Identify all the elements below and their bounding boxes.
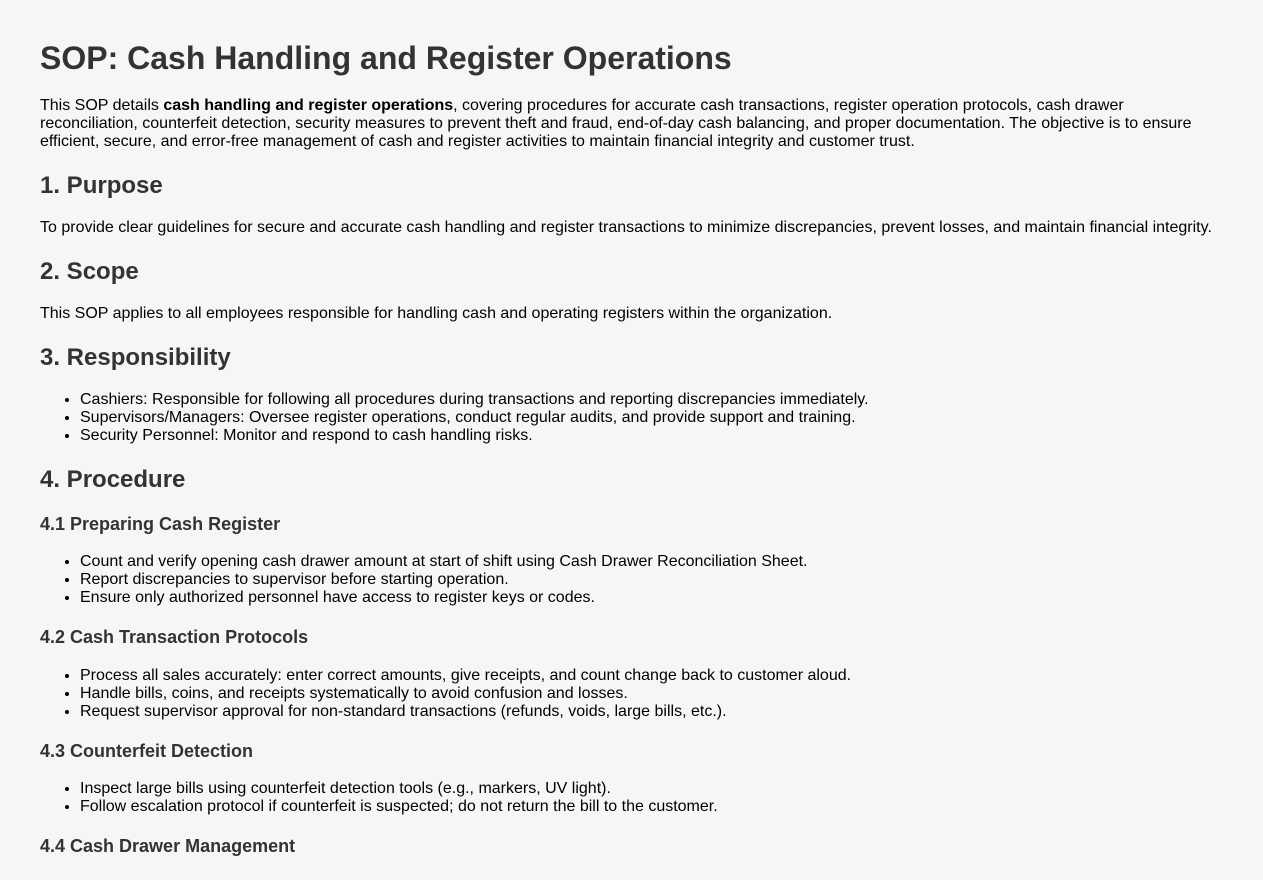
list-item: • Supervisors/Managers: Oversee register operations, conduct regular audits, and provide support and training. — [80, 409, 869, 427]
scope-text: This SOP applies to all employees responsible for handling cash and operating registers within the organization. — [40, 305, 833, 322]
intro-paragraph — [40, 97, 1220, 151]
section-heading-4-4: 4.4 Cash Drawer Management — [40, 836, 296, 856]
purpose-text: To provide clear guidelines for secure and accurate cash handling and register transactions to minimize discrepancies, prevent losses, and maintain financial integrity. — [40, 219, 1212, 236]
page-title: SOP: Cash Handling and Register Operations — [40, 40, 732, 76]
section-list-4-2 — [40, 667, 851, 721]
list-item: • Count and verify opening cash drawer amount at start of shift using Cash Drawer Reconciliation Sheet. — [80, 553, 808, 571]
list-item: • Inspect large bills using counterfeit detection tools (e.g., markers, UV light). — [80, 780, 718, 798]
intro-suffix: , covering procedures for accurate cash transactions, register operation protocols, cash drawer reconciliation, counterfeit detection, security measures to prevent theft and fraud, end-of-day cash balancing, and proper documentation. The objective is to ensure efficient, secure, and error-free management of cash and register activities to maintain financial integrity and customer trust. — [40, 97, 1192, 150]
list-item: • Security Personnel: Monitor and respond to cash handling risks. — [80, 427, 869, 445]
list-item: • Report discrepancies to supervisor before starting operation. — [80, 571, 808, 589]
responsibility-heading: 3. Responsibility — [40, 344, 231, 371]
list-item: • Handle bills, coins, and receipts systematically to avoid confusion and losses. — [80, 685, 851, 703]
section-heading-4-3: 4.3 Counterfeit Detection — [40, 741, 254, 761]
intro-bold-phrase: cash handling and register operations — [163, 97, 454, 114]
responsibility-list — [40, 391, 869, 445]
list-item: • Process all sales accurately: enter correct amounts, give receipts, and count change back to customer aloud. — [80, 667, 851, 685]
section-heading-4-1: 4.1 Preparing Cash Register — [40, 514, 281, 534]
list-item: • Cashiers: Responsible for following all procedures during transactions and reporting discrepancies immediately. — [80, 391, 869, 409]
scope-heading: 2. Scope — [40, 258, 139, 285]
section-list-4-3 — [40, 780, 718, 816]
section-heading-4-2: 4.2 Cash Transaction Protocols — [40, 627, 309, 647]
list-item: • Request supervisor approval for non-standard transactions (refunds, voids, large bills, etc.). — [80, 703, 851, 721]
list-item: • Ensure only authorized personnel have access to register keys or codes. — [80, 589, 808, 607]
section-list-4-1 — [40, 553, 808, 607]
procedure-heading: 4. Procedure — [40, 466, 186, 493]
intro-prefix: This SOP details — [40, 97, 164, 114]
purpose-heading: 1. Purpose — [40, 172, 163, 199]
list-item: • Follow escalation protocol if counterfeit is suspected; do not return the bill to the customer. — [80, 798, 718, 816]
